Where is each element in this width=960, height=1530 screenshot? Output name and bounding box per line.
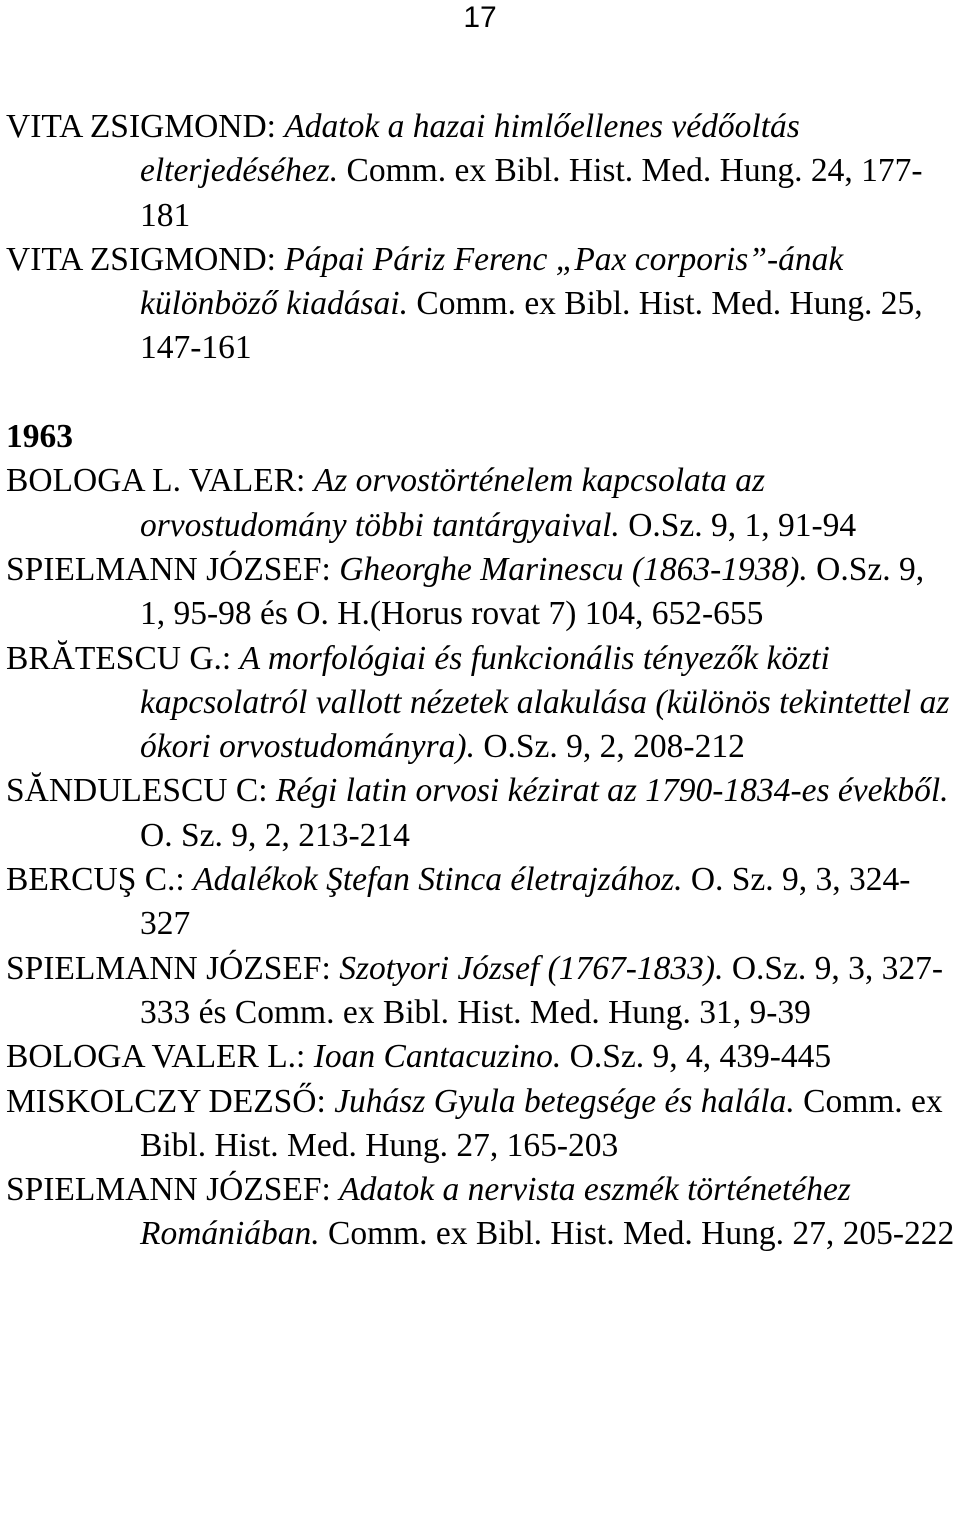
entry-citation: Comm. ex Bibl. Hist. Med. Hung. 24, 177-181 <box>140 152 923 234</box>
entry-author: VITA ZSIGMOND: <box>6 108 285 145</box>
entry-title: Pápai Páriz Ferenc „Pax corporis”-ának különböző kiadásai. <box>140 240 844 323</box>
entry-author: SPIELMANN JÓZSEF: <box>6 1171 340 1209</box>
entry-citation: O.Sz. 9, 1, 91-94 <box>619 506 857 544</box>
entry-citation: O.Sz. 9, 2, 208-212 <box>474 728 745 766</box>
bibliography-list <box>6 105 956 1257</box>
entry-author: VITA ZSIGMOND: <box>6 240 285 278</box>
bibliography-entry <box>6 858 956 947</box>
entry-author: BOLOGA VALER L.: <box>6 1038 314 1076</box>
page-number: 17 <box>463 1 497 34</box>
entry-citation: Comm. ex Bibl. Hist. Med. Hung. 27, 165-203 <box>140 1082 943 1164</box>
entry-author: BOLOGA L. VALER: <box>6 462 314 500</box>
entry-citation: O. Sz. 9, 3, 324-327 <box>140 861 911 943</box>
bibliography-entry <box>6 1035 956 1079</box>
entry-citation: O. Sz. 9, 2, 213-214 <box>140 816 410 854</box>
entry-title: Gheorghe Marinescu (1863-1938). <box>339 550 808 588</box>
year-heading: 1963 <box>6 418 73 456</box>
entry-title: Ioan Cantacuzino. <box>313 1038 562 1076</box>
bibliography-entry <box>6 238 956 371</box>
entry-title: Az orvostörténelem kapcsolata az orvostudomány többi tantárgyaival. <box>140 462 765 544</box>
entry-author: BRĂTESCU G.: <box>6 639 240 677</box>
entry-title: Régi latin orvosi kézirat az 1790-1834-es évekből. <box>275 772 949 810</box>
bibliography-entry <box>6 105 956 238</box>
entry-citation: Comm. ex Bibl. Hist. Med. Hung. 25, 147-161 <box>140 285 923 367</box>
entry-author: SĂNDULESCU C: <box>6 772 276 810</box>
bibliography-section <box>6 415 956 1257</box>
entry-citation: O.Sz. 9, 4, 439-445 <box>561 1038 832 1076</box>
entry-citation: Comm. ex Bibl. Hist. Med. Hung. 27, 205-222 <box>319 1215 955 1253</box>
entry-title: A morfológiai és funkcionális tényezők közti kapcsolatról vallott nézetek alakulása (különös tekintettel az ókori orvostudományra). <box>140 639 950 766</box>
bibliography-entry <box>6 1168 956 1257</box>
entry-citation: O.Sz. 9, 1, 95-98 és O. H.(Horus rovat 7) 104, 652-655 <box>140 550 925 633</box>
entry-title: Juhász Gyula betegsége és halála. <box>334 1082 795 1120</box>
bibliography-entry <box>6 459 956 548</box>
entry-citation: O.Sz. 9, 3, 327-333 és Comm. ex Bibl. Hist. Med. Hung. 31, 9-39 <box>140 949 944 1031</box>
bibliography-entry <box>6 947 956 1036</box>
entry-title: Szotyori József (1767-1833). <box>339 949 724 987</box>
entry-title: Adatok a nervista eszmék történetéhez Romániában. <box>140 1171 851 1253</box>
bibliography-entry <box>6 1080 956 1169</box>
entry-author: SPIELMANN JÓZSEF: <box>6 949 340 987</box>
bibliography-entry <box>6 637 956 770</box>
bibliography-section <box>6 105 956 371</box>
bibliography-entry <box>6 769 956 858</box>
entry-author: SPIELMANN JÓZSEF: <box>6 550 340 588</box>
bibliography-entry <box>6 548 956 637</box>
entry-author: BERCUŞ C.: <box>6 861 194 899</box>
entry-author: MISKOLCZY DEZSŐ: <box>6 1082 335 1120</box>
entry-title: Adatok a hazai himlőellenes védőoltás elterjedéséhez. <box>140 108 800 190</box>
entry-title: Adalékok Ştefan Stinca életrajzához. <box>193 861 683 899</box>
